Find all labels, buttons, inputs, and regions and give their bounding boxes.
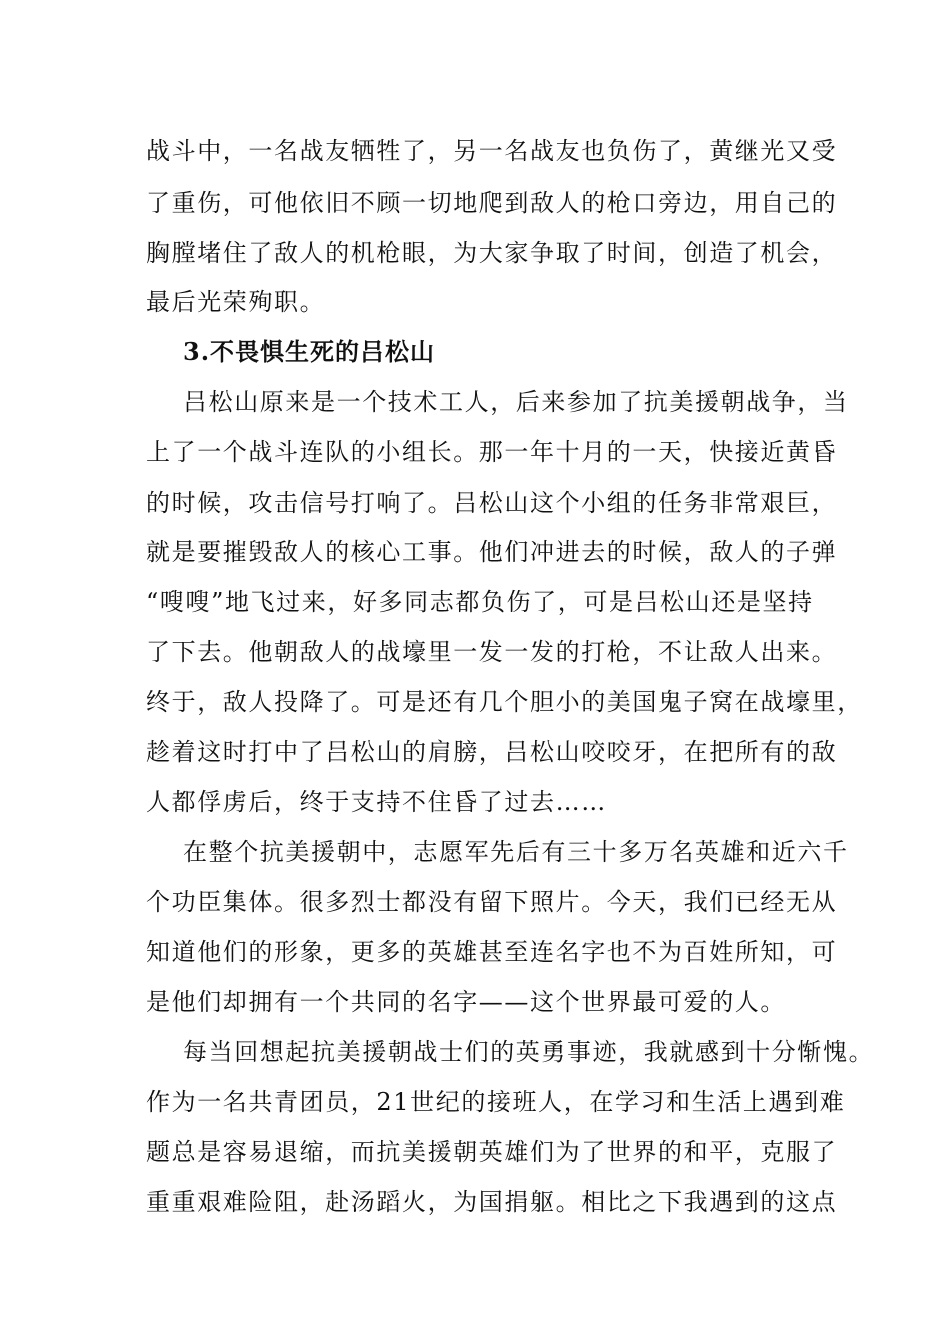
para1-line-4: 最后光荣殉职。 bbox=[146, 288, 326, 316]
para2-line-9: 人都俘虏后，终于支持不住昏了过去…… bbox=[146, 788, 607, 816]
para1-line-2: 了重伤，可他依旧不顾一切地爬到敌人的枪口旁边，用自己的 bbox=[146, 189, 838, 217]
para1-line-3: 胸膛堵住了敌人的机枪眼，为大家争取了时间，创造了机会， bbox=[146, 239, 838, 267]
para4-line-2: 作为一名共青团员，21世纪的接班人，在学习和生活上遇到难 bbox=[146, 1088, 846, 1116]
para2-line-8: 趁着这时打中了吕松山的肩膀，吕松山咬咬牙，在把所有的敌 bbox=[146, 738, 838, 766]
para2-line-3: 的时候，攻击信号打响了。吕松山这个小组的任务非常艰巨， bbox=[146, 489, 838, 517]
para3-line-4: 是他们却拥有一个共同的名字——这个世界最可爱的人。 bbox=[146, 988, 786, 1016]
para4-line-3: 题总是容易退缩，而抗美援朝英雄们为了世界的和平，克服了 bbox=[146, 1138, 838, 1166]
para4-line-4: 重重艰难险阻，赴汤蹈火，为国捐躯。相比之下我遇到的这点 bbox=[146, 1188, 838, 1216]
para1-line-1: 战斗中，一名战友牺牲了，另一名战友也负伤了，黄继光又受 bbox=[146, 137, 838, 165]
para3-line-3: 知道他们的形象，更多的英雄甚至连名字也不为百姓所知，可 bbox=[146, 938, 838, 966]
para2-line-1: 吕松山原来是一个技术工人，后来参加了抗美援朝战争，当 bbox=[183, 388, 849, 416]
para2-line-7: 终于，敌人投降了。可是还有几个胆小的美国鬼子窝在战壕里， bbox=[146, 688, 863, 716]
para3-line-1: 在整个抗美援朝中，志愿军先后有三十多万名英雄和近六千 bbox=[183, 838, 849, 866]
section-heading: 3.不畏惧生死的吕松山 bbox=[183, 337, 436, 366]
para2-line-5: “嗖嗖”地飞过来，好多同志都负伤了，可是吕松山还是坚持 bbox=[146, 588, 814, 616]
para4-line-1: 每当回想起抗美援朝战士们的英勇事迹，我就感到十分惭愧。 bbox=[183, 1038, 875, 1066]
para2-line-2: 上了一个战斗连队的小组长。那一年十月的一天，快接近黄昏 bbox=[146, 438, 838, 466]
para2-line-6: 了下去。他朝敌人的战壕里一发一发的打枪，不让敌人出来。 bbox=[146, 638, 838, 666]
para3-line-2: 个功臣集体。很多烈士都没有留下照片。今天，我们已经无从 bbox=[146, 888, 838, 916]
para2-line-4: 就是要摧毁敌人的核心工事。他们冲进去的时候，敌人的子弹 bbox=[146, 538, 838, 566]
